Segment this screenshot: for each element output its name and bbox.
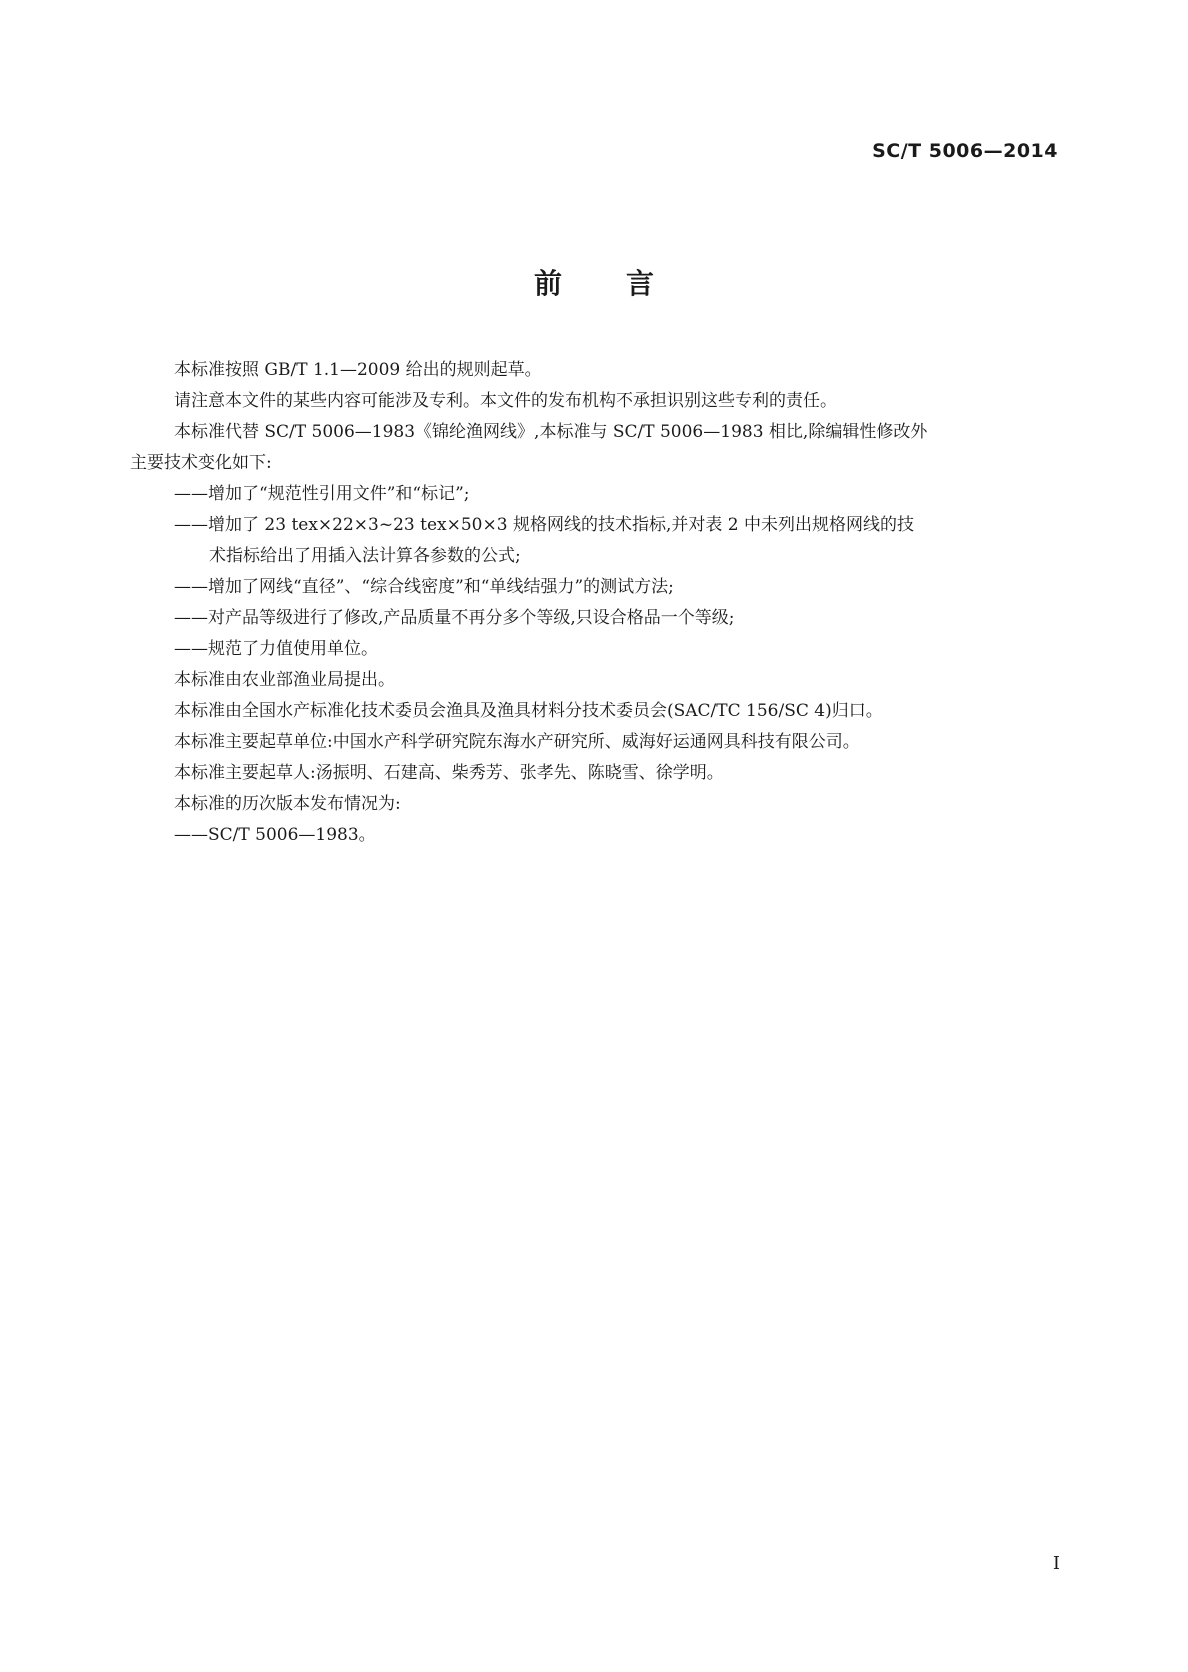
paragraph-committee: 本标准由全国水产标准化技术委员会渔具及渔具材料分技术委员会(SAC/TC 156/SC 4)归口。 [174, 701, 883, 721]
paragraph-drafting-rules: 本标准按照 GB/T 1.1—2009 给出的规则起草。 [174, 360, 542, 380]
change-item-3: ——增加了网线“直径”、“综合线密度”和“单线结强力”的测试方法; [174, 577, 674, 597]
document-code: SC/T 5006—2014 [872, 140, 1058, 162]
paragraph-drafting-units: 本标准主要起草单位:中国水产科学研究院东海水产研究所、威海好运通网具科技有限公司。 [174, 732, 860, 752]
title-char-2: 言 [626, 267, 655, 300]
page-title [0, 262, 1188, 302]
paragraph-patent-notice: 请注意本文件的某些内容可能涉及专利。本文件的发布机构不承担识别这些专利的责任。 [174, 391, 837, 411]
foreword-body [130, 355, 1060, 851]
paragraph-replacement-cont: 主要技术变化如下: [130, 453, 272, 473]
title-char-1: 前 [533, 267, 562, 300]
change-item-1: ——增加了“规范性引用文件”和“标记”; [174, 484, 470, 504]
change-item-2-cont: 术指标给出了用插入法计算各参数的公式; [209, 546, 521, 566]
paragraph-proposer: 本标准由农业部渔业局提出。 [174, 670, 395, 690]
history-item-1: ——SC/T 5006—1983。 [174, 825, 376, 845]
page-number: I [1052, 1553, 1060, 1574]
paragraph-drafters: 本标准主要起草人:汤振明、石建高、柴秀芳、张孝先、陈晓雪、徐学明。 [174, 763, 724, 783]
change-item-2: ——增加了 23 tex×22×3~23 tex×50×3 规格网线的技术指标,并对表 2 中未列出规格网线的技 [174, 515, 914, 535]
paragraph-history: 本标准的历次版本发布情况为: [174, 794, 401, 814]
change-item-5: ——规范了力值使用单位。 [174, 639, 378, 659]
change-item-4: ——对产品等级进行了修改,产品质量不再分多个等级,只设合格品一个等级; [174, 608, 735, 628]
paragraph-replacement: 本标准代替 SC/T 5006—1983《锦纶渔网线》,本标准与 SC/T 5006—1983 相比,除编辑性修改外 [174, 422, 928, 442]
